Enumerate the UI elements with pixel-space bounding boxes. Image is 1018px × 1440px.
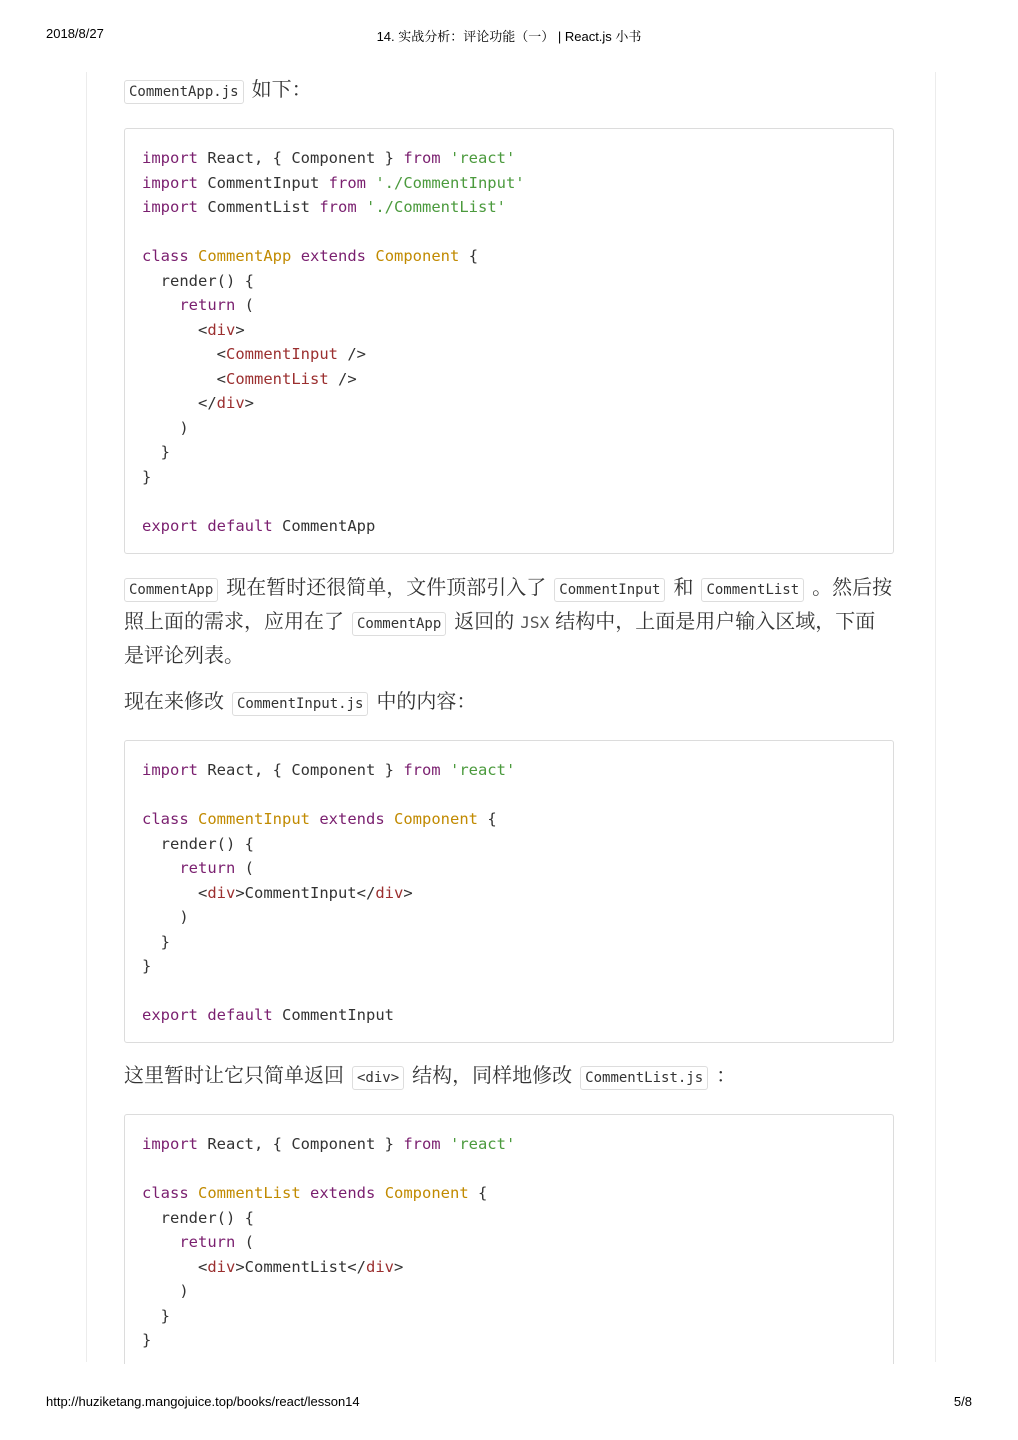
code-text [142,859,179,877]
code-text: /> [328,369,357,388]
code-text [357,198,366,216]
code-line [142,905,876,930]
code-keyword: import [142,761,198,779]
code-text [441,761,450,779]
code-line [142,1181,876,1206]
jsx-term: JSX [520,613,550,632]
code-line [142,195,876,220]
code-class-name: Component [394,810,479,828]
code-text: CommentList [198,198,320,216]
code-keyword: export [142,516,198,535]
code-text: React, { Component } [198,761,404,779]
page-title: 14. 实战分析：评论功能（一） | React.js 小书 [376,29,642,44]
code-text: ) [142,908,189,926]
code-text: React, { Component } [198,1135,404,1153]
code-text: { [478,810,497,828]
code-keyword: export [142,1006,198,1024]
code-keyword: import [142,149,198,167]
code-keyword: extends [319,810,385,828]
code-text [375,1184,384,1202]
code-line [142,1132,876,1157]
code-text [189,1184,198,1202]
code-string: './CommentList' [366,198,506,216]
code-tag: div [365,1257,394,1276]
paragraph-text: 结构中，上面是用户输入区域，下面是评论列表。 [124,611,876,667]
paragraph-text: 现在暂时还很简单，文件顶部引入了 [226,577,547,599]
inline-code: CommentList [701,578,804,602]
code-line [142,1279,876,1304]
code-keyword: import [142,198,198,216]
code-keyword: class [142,247,189,265]
code-keyword: import [142,173,198,192]
code-keyword: from [403,149,441,167]
code-text: } [142,1306,170,1325]
code-text: CommentApp [272,516,376,535]
code-text [189,810,198,828]
code-line [142,1230,876,1255]
paragraph-explanation [124,572,894,672]
code-line [142,367,876,392]
code-content [125,129,893,555]
code-text [189,247,198,265]
code-tag: CommentList [226,369,329,388]
code-line [142,146,876,171]
code-string: 'react' [449,149,516,167]
code-line [142,514,876,539]
code-text: > [235,320,245,339]
code-keyword: extends [300,247,367,265]
code-keyword: from [328,173,366,192]
code-line [142,171,876,196]
code-line [142,318,876,343]
code-line [142,881,876,906]
code-class-name: CommentApp [198,247,292,265]
code-text [142,1233,179,1251]
code-text: { [468,1184,488,1202]
paragraph-text: 。然后按照上面的需求，应用在了 [124,577,893,633]
code-string: './CommentInput' [375,173,525,192]
code-line [142,954,876,979]
code-keyword: default [207,516,273,535]
code-tag: div [216,394,245,412]
code-text [441,1135,450,1153]
code-line [142,440,876,465]
inline-code: CommentInput.js [232,692,368,716]
code-text: </ [142,394,217,412]
paragraph-modify-input [124,686,894,720]
code-line [142,807,876,832]
code-text [198,1006,207,1024]
code-text: ( [235,296,254,314]
code-keyword: from [403,761,441,779]
code-keyword: default [207,1006,273,1024]
code-tag: div [207,320,236,339]
code-text [291,247,300,265]
inline-code: CommentApp [124,578,218,602]
code-text: CommentInput [272,1006,394,1024]
code-text: CommentInput [198,173,329,192]
code-text [366,174,375,192]
code-keyword: class [142,810,189,828]
code-tag: div [207,1257,236,1276]
code-text: } [142,443,170,461]
code-text: ) [142,418,189,437]
code-line [142,979,876,1004]
code-line [142,1304,876,1329]
code-text: /> [337,345,366,363]
inline-code: <div> [352,1066,404,1090]
code-text: < [142,1257,208,1276]
code-line [142,930,876,955]
code-keyword: import [142,1135,198,1153]
code-keyword: from [403,1135,441,1153]
paragraph-text: 这里暂时让它只简单返回 [124,1065,344,1087]
code-line [142,1255,876,1280]
code-text [310,810,319,828]
code-string: 'react' [449,761,516,779]
code-text [301,1184,310,1202]
code-text: >CommentInput</ [235,883,376,902]
code-line [142,832,876,857]
code-class-name: Component [375,247,460,265]
code-tag: div [207,883,236,902]
code-line [142,269,876,294]
code-keyword: return [179,859,236,877]
code-line [142,1328,876,1353]
code-text: render() { [142,834,254,853]
page-number: 5/8 [953,1394,972,1409]
code-text: React, { Component } [198,149,404,167]
code-text [385,810,394,828]
code-line [142,342,876,367]
code-keyword: return [179,1233,236,1251]
inline-code: CommentList.js [580,1066,708,1090]
code-text [142,296,179,314]
code-text: } [142,1331,152,1349]
code-keyword: return [179,296,236,314]
code-content [125,1115,893,1364]
paragraph-text: 结构，同样地修改 [412,1065,573,1087]
code-content [125,741,893,1045]
code-text: } [142,467,152,486]
paragraph-intro [124,74,894,108]
code-line [142,293,876,318]
code-string: 'react' [449,1135,516,1153]
code-text: ( [235,859,254,877]
code-line [142,1003,876,1028]
code-text: { [459,247,479,265]
code-text: < [142,883,208,902]
code-line [142,758,876,783]
paragraph-text: 如下： [251,79,312,101]
code-keyword: extends [310,1184,376,1202]
code-block-comment-app[interactable] [124,128,894,554]
code-text: } [142,957,152,975]
code-line [142,783,876,808]
code-keyword: class [142,1184,189,1202]
code-text [441,149,450,167]
code-line [142,244,876,269]
code-line [142,416,876,441]
code-text: < [142,369,226,388]
code-tag: div [375,883,404,902]
code-class-name: CommentInput [198,810,310,828]
code-text [366,247,375,265]
code-line [142,220,876,245]
code-text: > [403,883,413,902]
code-line [142,1157,876,1182]
paragraph-text: ： [716,1065,737,1087]
code-text: ( [235,1233,254,1251]
page-url: http://huziketang.mangojuice.top/books/react/lesson14 [46,1394,360,1409]
code-text: >CommentList</ [235,1257,366,1276]
inline-code: CommentApp [352,612,446,636]
code-block-comment-list[interactable] [124,1114,894,1364]
code-text: > [393,1257,404,1276]
code-tag: CommentInput [226,345,338,363]
paragraph-text: 返回的 [454,611,515,633]
code-keyword: from [319,198,357,216]
code-text: render() { [142,271,254,290]
paragraph-text: 中的内容： [376,691,477,713]
paragraph-modify-list [124,1060,894,1094]
code-text: ) [142,1282,189,1300]
code-line [142,465,876,490]
code-text: > [244,394,254,412]
inline-code: CommentApp.js [124,80,244,104]
code-class-name: Component [384,1184,469,1202]
code-line [142,856,876,881]
code-text: < [142,320,208,339]
code-text: < [142,345,226,363]
code-line [142,489,876,514]
code-text [198,517,207,535]
code-class-name: CommentList [198,1184,301,1202]
paragraph-text: 现在来修改 [124,691,224,713]
code-text: render() { [142,1208,254,1227]
print-date: 2018/8/27 [46,26,104,41]
code-text: } [142,932,170,951]
code-line [142,1206,876,1231]
code-line [142,391,876,416]
inline-code: CommentInput [554,578,665,602]
paragraph-text: 和 [673,577,694,599]
code-block-comment-input[interactable] [124,740,894,1043]
